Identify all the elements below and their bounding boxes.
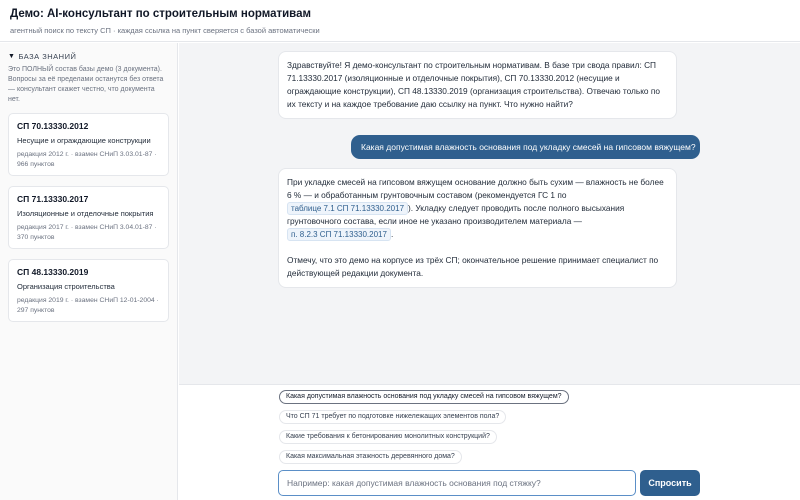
document-meta: редакция 2017 г. · взамен СНиП 3.04.01-87 · 370 пунктов [17, 224, 157, 241]
ask-button[interactable]: Спросить [640, 470, 700, 496]
document-code: СП 48.13330.2019 [17, 267, 89, 277]
suggestion-chip[interactable]: Какая допустимая влажность основания под укладку смесей на гипсовом вяжущем? [279, 390, 569, 404]
knowledge-base-title: БАЗА ЗНАНИЙ [18, 52, 77, 61]
assistant-answer-note: Отмечу, что это демо на корпусе из трёх СП; окончательное решение принимает специалист по действующей редакции документа. [287, 255, 659, 278]
document-card [8, 259, 169, 322]
knowledge-base-sidebar [0, 43, 178, 500]
answer-text-part: При укладке смесей на гипсовом вяжущем основание должно быть сухим — влажность не более 6 % — и обработанным грунтовочным составом (рекомендуется ГС 1 по [287, 177, 664, 200]
document-code: СП 71.13330.2017 [17, 194, 89, 204]
document-meta: редакция 2012 г. · взамен СНиП 3.03.01-87 · 966 пунктов [17, 151, 157, 168]
suggestion-chip[interactable]: Какая максимальная этажность деревянного дома? [279, 450, 462, 464]
document-name: Организация строительства [17, 282, 115, 291]
composer-panel [179, 384, 800, 500]
user-message: Какая допустимая влажность основания под укладку смесей на гипсовом вяжущем? [351, 135, 700, 159]
question-input-wrapper [278, 470, 636, 496]
assistant-answer-message [278, 168, 677, 288]
knowledge-base-description: Это ПОЛНЫЙ состав базы демо (3 документа). Вопросы за её пределами останутся без ответа — консультант скажет честно, что документа нет. [8, 66, 164, 103]
document-name: Изоляционные и отделочные покрытия [17, 209, 154, 218]
document-name: Несущие и ограждающие конструкции [17, 136, 151, 145]
assistant-greeting-text: Здравствуйте! Я демо-консультант по строительным нормативам. В базе три свода правил: СП 71.13330.2017 (изоляционные и отделочные покрытия), СП 70.13330.2012 (несущие и ограждающие конструкции), СП 48.13330.2019 (организация строительства). Отвечаю только по их тексту и на каждое требование даю ссылку на пункт. Что нужно найти? [287, 60, 660, 109]
chat-area [179, 43, 800, 384]
document-card [8, 113, 169, 176]
question-input[interactable] [279, 471, 635, 495]
knowledge-base-toggle[interactable] [8, 52, 169, 61]
document-card [8, 186, 169, 249]
assistant-greeting-message [278, 51, 677, 119]
document-meta: редакция 2019 г. · взамен СНиП 12-01-2004 · 297 пунктов [17, 297, 159, 314]
citation-link[interactable]: таблице 7.1 СП 71.13330.2017 [287, 202, 408, 215]
assistant-answer-text [287, 176, 668, 241]
suggestion-chip[interactable]: Какие требования к бетонированию монолитных конструкций? [279, 430, 497, 444]
app-header [0, 0, 800, 42]
answer-text-part: . [390, 229, 394, 239]
document-code: СП 70.13330.2012 [17, 121, 89, 131]
triangle-down-icon: ▼ [8, 53, 16, 60]
answer-text-part: ). Укладку следует проводить после полного высыхания грунтовочного состава, если иное не указано производителем материала — [287, 203, 625, 226]
page-subtitle: агентный поиск по тексту СП · каждая ссылка на пункт сверяется с базой автоматически [10, 26, 320, 35]
suggestion-chip[interactable]: Что СП 71 требует по подготовке нижележащих элементов пола? [279, 410, 506, 424]
page-title: Демо: AI-консультант по строительным нормативам [10, 8, 311, 20]
citation-link[interactable]: п. 8.2.3 СП 71.13330.2017 [287, 228, 391, 241]
